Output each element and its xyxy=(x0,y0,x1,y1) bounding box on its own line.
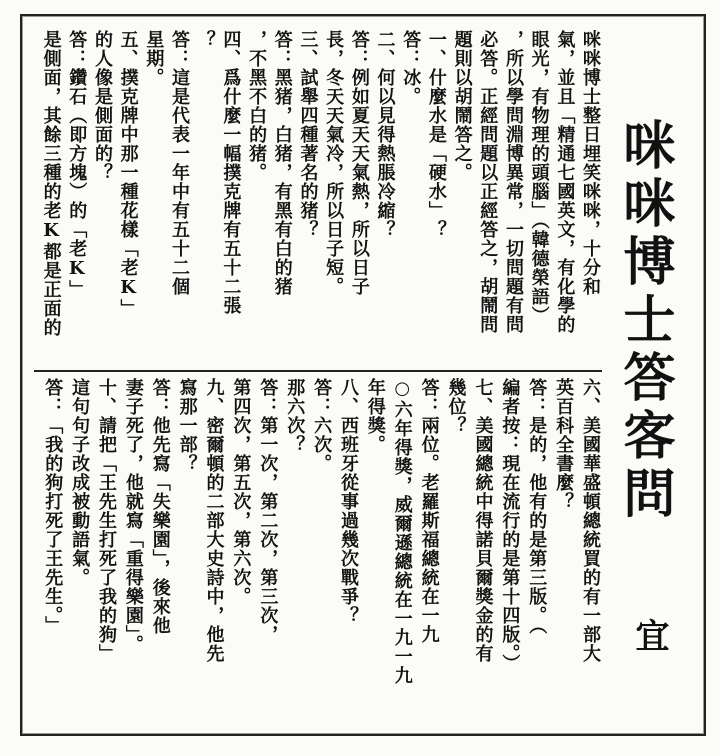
text-column: 是側面，其餘三種的老K都是正面的 xyxy=(40,30,62,337)
text-column: 氣，並且「精通七國英文，有化學的 xyxy=(554,30,576,334)
text-column: 題則以胡鬧答之。 xyxy=(451,30,473,182)
qa-block-top xyxy=(36,30,602,366)
text-column: 答：例如夏天天氣熱，所以日子 xyxy=(348,30,370,296)
text-column: 答：是的，他有的是第三版。（ xyxy=(526,378,548,635)
section-divider xyxy=(34,370,602,372)
text-column: 長，冬天天氣冷，所以日子短。 xyxy=(323,30,345,296)
text-column: 答：這是代表一年中有五十二個 xyxy=(169,30,190,296)
article-title: 咪咪博士答客問 xyxy=(614,118,675,524)
text-column: 二、何以見得熱脹冷縮？ xyxy=(374,30,396,239)
text-column: 第四次，第五次，第六次。 xyxy=(230,378,252,606)
text-column: 年得獎。 xyxy=(364,378,386,454)
text-column: 眼光，有物理的頭腦」（韓德榮語） xyxy=(528,30,550,325)
text-column: 答：黑猪，白猪，有黑有白的猪 xyxy=(271,30,293,296)
text-column: 答：六次。 xyxy=(311,378,333,473)
text-column: 的人像是側面的？ xyxy=(91,30,113,182)
text-column: ？ xyxy=(194,30,216,49)
author-name: 宜 xyxy=(629,618,669,652)
text-column: 六、美國華盛頓總統買的有一部大 xyxy=(580,378,601,663)
text-column: 答：鑽石（即方塊）的「老K」 xyxy=(66,30,88,299)
text-column: 答：「我的狗打死了王先生。」 xyxy=(42,378,64,635)
text-column: 三、試舉四種著名的猪？ xyxy=(297,30,319,239)
text-column: 十、請把「王先生打死了我的狗」 xyxy=(95,378,117,663)
text-column: 七、美國總統中得諾貝爾獎金的有 xyxy=(472,378,494,663)
text-column: 四、爲什麼一幅撲克牌有五十二張 xyxy=(220,30,242,315)
title-panel xyxy=(604,28,700,724)
text-column: 答：兩位。老羅斯福總統在一九 xyxy=(418,378,440,644)
text-column: 那六次？ xyxy=(284,378,306,454)
text-column: 五、撲克牌中那一種花樣「老K」 xyxy=(117,30,139,318)
text-column: 九、密爾頓的二部大史詩中，他先 xyxy=(203,378,225,663)
qa-block-bottom xyxy=(36,378,602,722)
text-column: 咪咪博士整日埋笑咪咪，十分和 xyxy=(580,30,601,296)
text-column: 答：他先寫「失樂園」，後來他 xyxy=(149,378,171,635)
text-column: ，所以學問淵博異常，一切問題有問 xyxy=(502,30,524,334)
text-column: 編者按：現在流行的是第十四版。） xyxy=(499,378,521,673)
text-column: 答：第一次，第二次，第三次， xyxy=(257,378,279,644)
text-column: 妻子死了，他就寫「重得樂園」。 xyxy=(122,378,144,654)
text-column: 英百科全書麼？ xyxy=(553,378,575,511)
text-column: 答：冰。 xyxy=(400,30,422,106)
text-column: ○六年得獎，威爾遜總統在一九一九 xyxy=(391,378,413,685)
text-column: 這句句子改成被動語氣。 xyxy=(69,378,91,587)
text-column: 星期。 xyxy=(143,30,165,87)
text-column: 八、西班牙從事過幾次戰爭？ xyxy=(337,378,359,625)
text-column: 一、什麼水是「硬水」？ xyxy=(425,30,447,239)
text-column: 必答。正經問題以正經答之，胡鬧問 xyxy=(477,30,499,334)
text-column: 寫那一部？ xyxy=(176,378,198,473)
text-column: 幾位？ xyxy=(445,378,467,435)
text-column: ，不黑不白的猪。 xyxy=(246,30,268,182)
